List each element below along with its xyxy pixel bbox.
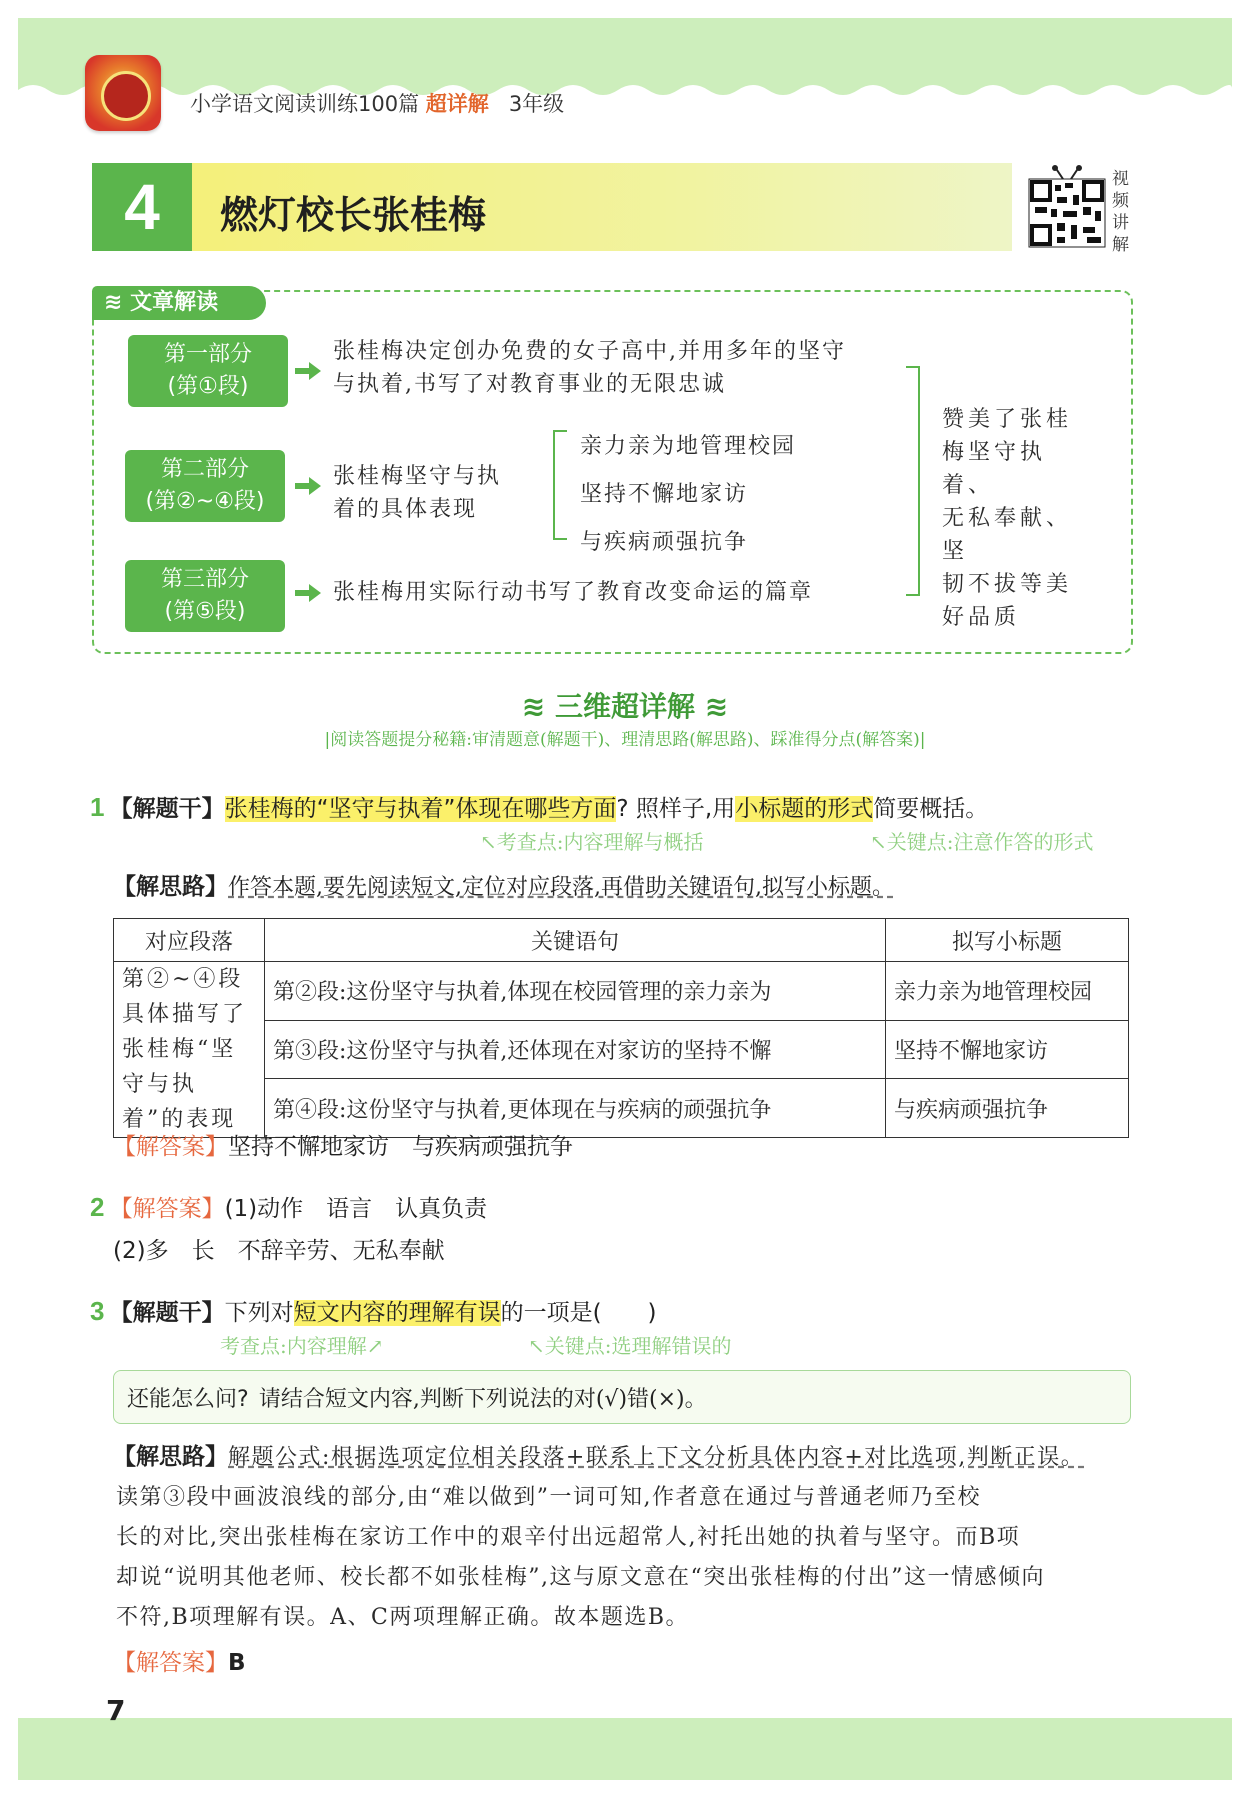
table-cell-title: 与疾病顽强抗争 — [886, 1079, 1129, 1138]
qr-code-icon[interactable] — [1027, 165, 1107, 249]
note-key-point: ↖关键点:选理解错误的 — [528, 1334, 732, 1358]
table-cell-sentence: 第③段:这份坚守与执着,还体现在对家访的坚持不懈 — [265, 1020, 886, 1079]
part-one-text: 张桂梅决定创办免费的女子高中,并用多年的坚守 与执着,书写了对教育事业的无限忠诚 — [333, 339, 846, 397]
page-number: 7 — [106, 1694, 126, 1727]
part-two-text: 张桂梅坚守与执 着的具体表现 — [333, 464, 502, 522]
question-1-stem: 1 【解题干】张桂梅的“坚守与执着”体现在哪些方面? 照样子,用小标题的形式简要概括。 — [90, 792, 989, 822]
question-3-stem: 3 【解题干】下列对短文内容的理解有误的一项是( ) — [90, 1296, 657, 1326]
lesson-title: 燃灯校长张桂梅 — [220, 193, 487, 237]
table-row — [114, 962, 1129, 1021]
bracket-line — [553, 430, 567, 432]
alternate-question: 还能怎么问? 请结合短文内容,判断下列说法的对(√)错(×)。 — [127, 1387, 707, 1412]
table-cell-title: 亲力亲为地管理校园 — [886, 962, 1129, 1021]
question-3-idea: 【解思路】解题公式:根据选项定位相关段落+联系上下文分析具体内容+对比选项,判断正误。 — [113, 1444, 1085, 1470]
question-2-answer: 2 【解答案】(1)动作 语言 认真负责 — [90, 1192, 488, 1222]
note-exam-point: 考查点:内容理解↗ — [220, 1334, 384, 1358]
bracket-line — [553, 430, 555, 540]
question-3-answer: 【解答案】B — [113, 1650, 246, 1676]
three-dim-title: ≋ 三维超详解 ≋ — [521, 690, 729, 723]
question-3-explanation: 读第③段中画波浪线的部分,由“难以做到”一词可知,作者意在通过与普通老师乃至校 长的对比,突出张桂梅在家访工作中的艰辛付出远超常人,衬托出她的执着与坚守。而B项 却说“说明其他老师、校长都不如张桂梅”,这与原文意在“突出张桂梅的付出”这一情感倾向 不符,B项理解有误。A、C两项理解正确。故本题选B。 — [116, 1485, 1045, 1630]
analysis-summary: 赞美了张桂 梅坚守执着、 无私奉献、坚 韧不拔等美 好品质 — [942, 407, 1073, 630]
book-title: 小学语文阅读训练100篇 超详解 3年级 — [190, 92, 565, 116]
question-1-idea: 【解思路】作答本题,要先阅读短文,定位对应段落,再借助关键语句,拟写小标题。 — [113, 874, 894, 900]
table-header: 对应段落 — [114, 919, 265, 962]
table-cell-sentence: 第②段:这份坚守与执着,体现在校园管理的亲力亲为 — [265, 962, 886, 1021]
grade-label: 3年级 — [508, 92, 565, 116]
part-one-label: 第一部分 (第①段) — [128, 335, 288, 407]
part-two-label: 第二部分 (第②~④段) — [125, 450, 285, 522]
summary-bracket — [918, 366, 920, 596]
question-number: 2 — [90, 1192, 105, 1222]
arrow-right-icon — [295, 361, 321, 381]
note-exam-point: ↖考查点:内容理解与概括 — [480, 830, 704, 854]
publisher-logo — [85, 55, 161, 131]
part-three-text: 张桂梅用实际行动书写了教育改变命运的篇章 — [333, 580, 814, 605]
table-cell-sentence: 第④段:这份坚守与执着,更体现在与疾病的顽强抗争 — [265, 1079, 886, 1138]
bottom-wave-decoration — [18, 1695, 1232, 1735]
summary-bracket — [906, 594, 920, 596]
part-three-label: 第三部分 (第⑤段) — [125, 560, 285, 632]
note-key-point: ↖关键点:注意作答的形式 — [870, 830, 1094, 854]
lesson-number: 4 — [92, 163, 192, 251]
video-explanation-label: 视 频 讲 解 — [1112, 169, 1129, 255]
question-number: 3 — [90, 1296, 105, 1326]
bracket-line — [553, 538, 567, 540]
three-dim-subtitle: |阅读答题提分秘籍:审清题意(解题干)、理清思路(解思路)、踩准得分点(解答案)| — [324, 730, 926, 750]
table-cell-paragraphs: 第②~④段具体描写了张桂梅“坚守与执着”的表现 — [114, 962, 265, 1138]
article-analysis-tag: ≋ 文章解读 — [92, 286, 266, 320]
part-two-subpoints: 亲力亲为地管理校园 坚持不懈地家访 与疾病顽强抗争 — [580, 434, 797, 555]
table-header: 关键语句 — [265, 919, 886, 962]
table-row — [114, 1020, 1129, 1079]
question-number: 1 — [90, 792, 105, 822]
key-sentence-table — [113, 918, 1129, 1138]
table-header: 拟写小标题 — [886, 919, 1129, 962]
arrow-right-icon — [295, 583, 321, 603]
question-2-line2: (2)多 长 不辞辛劳、无私奉献 — [113, 1238, 445, 1264]
summary-bracket — [906, 366, 920, 368]
table-cell-title: 坚持不懈地家访 — [886, 1020, 1129, 1079]
question-1-answer: 【解答案】坚持不懈地家访 与疾病顽强抗争 — [113, 1134, 573, 1160]
arrow-right-icon — [295, 476, 321, 496]
book-title-highlight: 超详解 — [425, 92, 489, 116]
